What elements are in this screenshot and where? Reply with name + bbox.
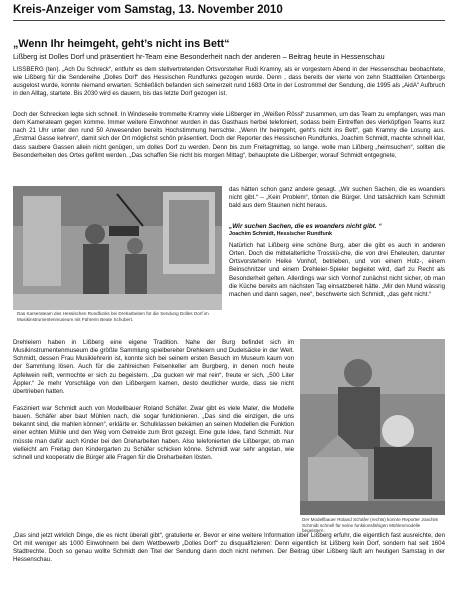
paragraph-model-builder: Fasziniert war Schmidt auch von Modellbauer Roland Schäfer. Zwar gibt es viele Maler, die Modelle bauen. Schäfer aber baut Mühlen nach, die sogar funktionieren. „Das sind die einzigen, die uns bekannt sind, die mahlen können“, erklärte er. Schulklassen bekämen an seinen Modellen die Funktion einer echten Mühle und den Weg vom Getreide zum Brot gezeigt. Eine gute Idee, fand Schmidt. Nur müsste man dafür auch Kinder bei den Dreharbeiten haben. Also telefonierten die Lißberger, ob man vielleicht am Freitag den Kindergarten zu Schäfer schicken könne. Schmidt war sehr angetan, wie schnell und kooperativ die Bürger alle Fragen für die Dreharbeiten lösten. [13,405,294,461]
pull-quote-source: Joachim Schmidt, Hessischer Rundfunk [229,231,333,237]
paragraph-search: das hätten schon ganz andere gesagt. „Wir suchen Sachen, die es woanders nicht gibt.“ – „Kein Problem“, tönten die Bürger. Und tatsächlich kam Schmidt bald aus dem Staunen nicht heraus. [229,186,445,210]
photo-caption-right: Der Modellbauer Roland Schäfer (rechts) konnte Reporter Joachim Schmidt schnell für seine funktionsfähigen Mühlenmodelle begeistern. [302,517,439,534]
photo-model-mill-image [300,339,445,515]
photo-model-mill [300,339,445,515]
paragraph-museum: Drehleiern haben in Lißberg eine eigene Tradition. Nahe der Burg befindet sich im Musikinstrumentenmuseum die größte Sammlung spielbereiter Drehleiern und Dudelsäcke in der Welt. Schmidt, dessen Frau Musiklehrerin ist, konnte sich bei seinem ersten Besuch im Museum kaum von der Sammlung lösen. Auch für die zahlreichen Felsenkeller am Burgberg, in denen noch heute Apfelwein reift, vermochte er sich zu begeistern. „Da gucken wir mal rein“, freute er sich, „500 Liter Äppler.“ Je mehr Vorschläge von den Lißbergern kamen, desto deutlicher wurde, dass sie nicht übertrieben hatten. [13,339,294,395]
paragraph-castle: Natürlich hat Lißberg eine schöne Burg, aber die gibt es auch in anderen Orten. Doch die mittelalterliche Trosskü-che, die von drei Eheleuten, darunter Ortsvorsteherin Heike Vonhof, betrieben, und von einem Holz-, einem Beinschnitzer und einem Drehleier-Spieler begleitet wird, darf zu Recht als Besonderheit gelten. Allerdings war sich Vonhof zunächst nicht sicher, ob man die Küche bereits am nächsten Tag einsatzbereit hätte. „Mir den Mund wässrig machen und dann sagen, nee“, beschwerte sich Schmidt, „das geht nicht.“ [229,242,445,298]
pull-quote: „Wir suchen Sachen, die es woanders nicht gibt. “ [229,223,382,230]
photo-camera-team-image [13,186,222,310]
page-header: Kreis-Anzeiger vom Samstag, 13. November 2010 [13,4,283,16]
paragraph-arrival: Doch der Schrecken legte sich schnell. In Windeseile trommelte Kramny viele Lißberger im „Weißen Rössl“ zusammen, um das Team zu empfangen, was man dem Kamerateam gegen komme. Immer weitere Einwohner wurden in das Gasthaus herbei telefoniert, sodass beim Eintreffen des vierköpfigen Teams kurz nach 21 Uhr unter den rund 50 Anwesenden bereits Hochstimmung herrschte. „Wenn Ihr heimgeht, geht's nicht ins Bett“, gab Kramny die Losung aus. „Erstmal Gasse kehren“, damit sich der Ort möglichst schön präsentiert. Doch der Reporter des Hessischen Rundfunks, Joachim Schmidt, machte schnell klar, dass saubere Gassen allein nicht genügen, um dolles Dorf zu werden. Denn bis zum Freitagmittag, so lange. wolle man Lißberg „heimsuchen“, sollten die Besonderheiten des Ortes gefilmt werden. „Das schaffen Sie nicht bis morgen Mittag“, behauptete die Lißberger, worauf Schmidt entgegnete, [13,111,445,159]
paragraph-intro: LISSBERG (ten). „Ach Du Schreck“, entfuhr es dem stellvertretenden Ortsvorsteher Rudi Kramny, als er vorgestern Abend in der Hessenschau beobachtete, wie Lißberg für die Sendereihe „Dolles Dorf“ des Hessischen Rundfunks gezogen wurde. Denn , dass bereits der vierte von zehn Stadtteilen Ortenbergs ausgelost wurde, konnte niemand erwarten. Schließlich befanden sich seinerzeit rund 1683 Orte in der Lostrommel der Sendung, die 1995 als „AidA“ Aufbruch in den Alltag, startete. Bis 2030 wird es dauern, bis das letzte Dorf gezogen ist. [13,66,445,98]
photo-camera-team [13,186,222,310]
article-headline: „Wenn Ihr heimgeht, geht’s nicht ins Bett“ [13,38,230,50]
header-rule [13,20,445,21]
paragraph-closing: „Das sind jetzt wirklich Dinge, die es nicht überall gibt“, gratulierte er. Bevor er eine weitere Information über Lißberg erfuhr, die eigentlich fast ausreichte, den Ort mit weniger als 1000 Einwohnern bei dem Wettbewerb „Dolles Dorf“ zu disqualifizieren: Denn eigentlich ist Lißberg kein Dorf, sondern hat seit 1604 Stadtrechte. Doch so genau wollte Schmidt den Titel der Sendung dann doch nicht nehmen. Der Beitrag über Lißberg läuft am heutigen Samstag in der Hessenschau. [13,532,445,564]
photo-caption-left: Das Kamerateam des Hessischen Rundfunks bei Dreharbeiten für die Sendung Dolles Dorf im Musikinstrumentenmuseum mit Führerin Beate Schubert. [17,311,209,322]
article-subtitle: Lißberg ist Dolles Dorf und präsentiert hr-Team eine Besonderheit nach der anderen – Beitrag heute in Hessenschau [13,52,385,61]
